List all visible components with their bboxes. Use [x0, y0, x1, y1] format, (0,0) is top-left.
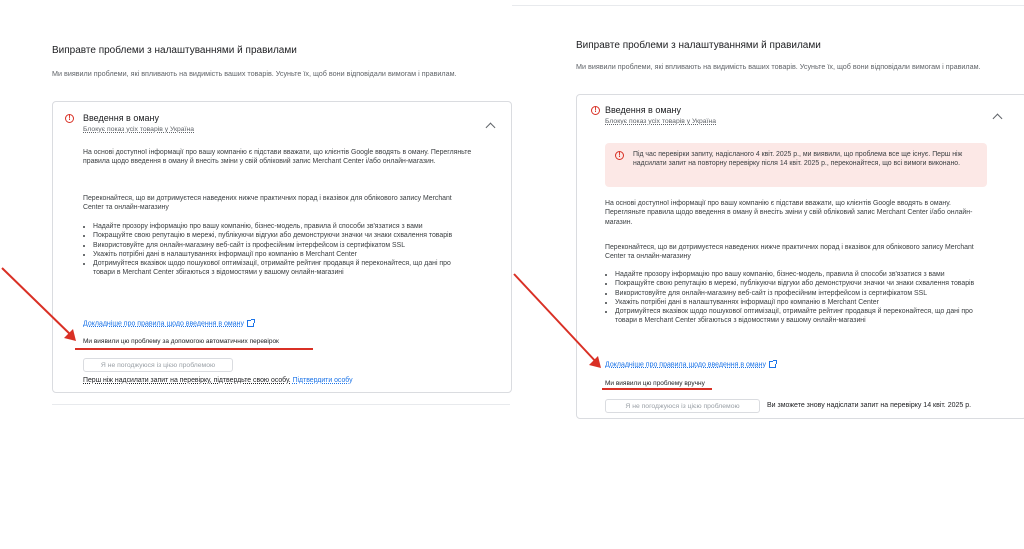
list-item: • Дотримуйтеся вказівок щодо пошукової оптимізації, отримайте рейтинг продавця й переконайтеся, що дані про товари в Merchant Center збігаються з відомостями у вашому онлайн-магазині: [615, 307, 987, 326]
list-item: • Покращуйте свою репутацію в мережі, публікуючи відгуки або демонструючи значки чи знаки схвалення товарів: [93, 231, 473, 240]
list-item: • Надайте прозору інформацію про вашу компанію, бізнес-модель, правила й способи зв'язатися з вами: [615, 270, 987, 279]
guidance-intro: [605, 243, 985, 262]
issue-subtitle: Блокує показ усіх товарів у Україна: [605, 118, 716, 125]
issue-card: [576, 94, 1024, 419]
annotation-arrow-icon: [0, 266, 80, 346]
error-icon: !: [615, 151, 624, 160]
detection-note: Ми виявили цю проблему за допомогою автоматичних перевірок: [83, 338, 279, 345]
policy-link[interactable]: Докладніше про правила щодо введення в оману: [605, 361, 766, 369]
disagree-button[interactable]: Я не погоджуюся із цією проблемою: [83, 358, 233, 372]
page-subheading: Ми виявили проблеми, які впливають на видимість ваших товарів. Усуньте їх, щоб вони відповідали вимогам і правилам.: [52, 69, 457, 78]
issue-subtitle: Блокує показ усіх товарів у Україна: [83, 126, 194, 133]
chevron-up-icon[interactable]: [486, 123, 496, 133]
right-screenshot: [512, 0, 1024, 549]
annotation-underline: [602, 388, 712, 390]
issue-title: Введення в оману: [605, 105, 682, 115]
guidance-intro: [83, 194, 473, 213]
list-item: • Укажіть потрібні дані в налаштуваннях інформації про компанію в Merchant Center: [615, 298, 987, 307]
page-heading: Виправте проблеми з налаштуваннями й правилами: [52, 45, 297, 56]
guidance-paragraph: Переконайтеся, що ви дотримуєтеся наведених нижче практичних порад і вказівок для облікового запису Merchant Center та онлайн-магазину: [83, 195, 452, 212]
page-subheading: Ми виявили проблеми, які впливають на видимість ваших товарів. Усуньте їх, щоб вони відповідали вимогам і правилам.: [576, 62, 981, 71]
list-item: • Використовуйте для онлайн-магазину веб-сайт із професійним інтерфейсом із сертифікатом SSL: [615, 289, 987, 298]
recheck-alert: [605, 143, 987, 187]
page-heading: Виправте проблеми з налаштуваннями й правилами: [576, 40, 821, 51]
annotation-arrow-icon: [512, 272, 608, 372]
list-item: • Дотримуйтеся вказівок щодо пошукової оптимізації, отримайте рейтинг продавця й переконайтеся, що дані про товари в Merchant Center збігаються з відомостями у вашому онлайн-магазині: [93, 259, 473, 278]
list-item: • Надайте прозору інформацію про вашу компанію, бізнес-модель, правила й способи зв'язатися з вами: [93, 222, 473, 231]
error-icon: !: [591, 106, 600, 115]
guidance-list: [605, 270, 987, 326]
issue-description: [605, 199, 985, 227]
guidance-list: [83, 222, 473, 278]
description-paragraph: На основі доступної інформації про вашу компанію є підстави вважати, що клієнтів Google вводять в оману. Перегляньте правила щодо введення в оману й внесіть зміни у свій обліковий запис Merchant Center і/або онлайн-магазин.: [605, 200, 973, 226]
resubmit-note: Ви зможете знову надіслати запит на перевірку 14 квіт. 2025 р.: [767, 402, 972, 409]
policy-link[interactable]: Докладніше про правила щодо введення в оману: [83, 320, 244, 328]
list-item: • Використовуйте для онлайн-магазину веб-сайт із професійним інтерфейсом із сертифікатом SSL: [93, 241, 473, 250]
list-item: • Покращуйте свою репутацію в мережі, публікуючи відгуки або демонструючи значки чи знаки схвалення товарів: [615, 279, 987, 288]
error-icon: !: [65, 114, 74, 123]
issue-description: [83, 148, 473, 167]
policy-link-row: [605, 361, 776, 368]
policy-link-row: [83, 320, 254, 327]
alert-text: Під час перевірки запиту, надісланого 4 квіт. 2025 р., ми виявили, що проблема все ще існує. Перш ніж надсилати запит на повторну перевірку після 14 квіт. 2025 р., переконайтеся, що всі вимоги виконано.: [633, 151, 963, 167]
top-border: [512, 5, 1024, 6]
list-item: • Укажіть потрібні дані в налаштуваннях інформації про компанію в Merchant Center: [93, 250, 473, 259]
external-link-icon: [247, 320, 254, 327]
disagree-button[interactable]: Я не погоджуюся із цією проблемою: [605, 399, 760, 413]
chevron-up-icon[interactable]: [993, 114, 1003, 124]
guidance-paragraph: Переконайтеся, що ви дотримуєтеся наведених нижче практичних порад і вказівок для облікового запису Merchant Center та онлайн-магазину: [605, 244, 974, 261]
annotation-underline: [75, 348, 313, 350]
verify-note: Перш ніж надсилати запит на перевірку, підтвердьте свою особу.: [83, 377, 291, 384]
divider: [52, 404, 510, 405]
external-link-icon: [769, 361, 776, 368]
verify-identity-link[interactable]: Підтвердити особу: [292, 377, 353, 384]
description-paragraph: На основі доступної інформації про вашу компанію є підстави вважати, що клієнтів Google вводять в оману. Перегляньте правила щодо введення в оману й внесіть зміни у свій обліковий запис Merchant Center і/або онлайн-магазин.: [83, 149, 472, 166]
verify-row: [83, 377, 353, 384]
detection-note: Ми виявили цю проблему вручну: [605, 380, 705, 387]
issue-title: Введення в оману: [83, 113, 160, 123]
